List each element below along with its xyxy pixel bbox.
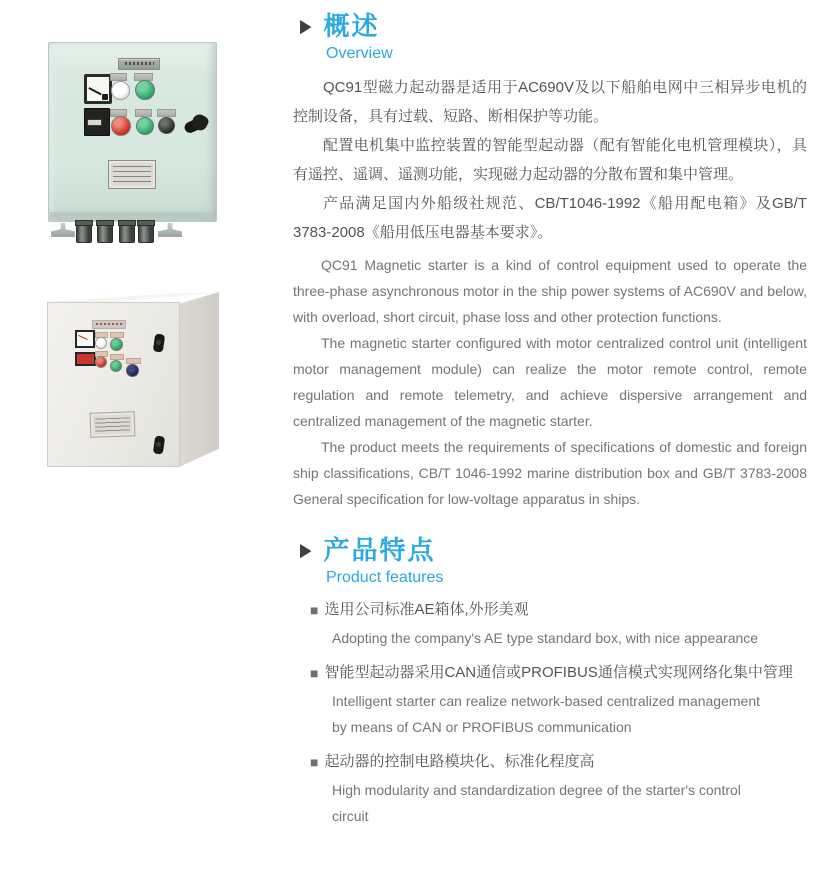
overview-paragraph-en: QC91 Magnetic starter is a kind of control equipment used to operate the three-phase asynchronous motor in the ship power systems of AC690V and below, with overload, short circuit, phase loss and other protection functions. (293, 257, 807, 325)
feature-en-text: High modularity and standardization degree of the starter's control circuit (332, 782, 741, 824)
ammeter-needle (89, 87, 102, 95)
features-header (293, 534, 807, 566)
mounting-foot (158, 223, 182, 237)
overview-title-en: Overview (326, 45, 393, 62)
feature-item (293, 751, 807, 829)
section-marker-icon: ▶ (300, 539, 312, 561)
ammeter-adjuster (102, 94, 108, 100)
cable-gland (76, 222, 92, 243)
feature-item (293, 662, 807, 740)
cable-gland (138, 222, 154, 243)
overview-paragraph-en: The product meets the requirements of specifications of domestic and foreign ship classifications, CB/T 1046-1992 marine distribution box and GB/T 3783-2008 General specification for low-voltage apparatus in ships. (293, 439, 807, 507)
red-warning-label (75, 352, 96, 366)
nameplate (90, 411, 136, 438)
overview-paragraph-zh: QC91型磁力起动器是适用于AC690V及以下船舶电网中三相异步电机的控制设备，具有过载、短路、断相保护等功能。 (293, 79, 807, 125)
stop-button (111, 116, 131, 136)
white-indicator-light (95, 337, 107, 349)
white-indicator-light (111, 81, 130, 100)
overview-paragraph-zh: 产品满足国内外船级社规范、CB/T1046-1992《船用配电箱》及GB/T 3783-2008《船用低压电器基本要求》。 (293, 195, 807, 241)
feature-zh-text: 选用公司标准AE箱体,外形美观 (324, 601, 529, 618)
section-marker-icon: ▶ (300, 15, 312, 37)
feature-bullet-icon: ■ (310, 665, 319, 681)
green-indicator-light (135, 80, 155, 100)
feature-zh-line (293, 599, 807, 621)
enclosure-bottom-edge (50, 212, 213, 219)
panel-title-label (92, 320, 126, 329)
overview-header (293, 10, 807, 42)
cable-gland (119, 222, 135, 243)
start-button (136, 117, 154, 135)
overview-title-zh: 概述 (323, 11, 380, 41)
feature-en-text: Intelligent starter can realize network-based centralized management by means of CAN or PROFIBUS communication (332, 693, 761, 735)
stop-button (95, 356, 107, 368)
feature-zh-text: 智能型起动器采用CAN通信或PROFIBUS通信模式实现网络化集中管理 (324, 664, 793, 681)
button-label (157, 109, 176, 117)
enclosure-side-face (177, 292, 219, 468)
overview-paragraph-en: The magnetic starter configured with motor centralized control unit (intelligent motor management module) can realize the motor remote control, remote regulation and remote telemetry, and achieve dispersive arrangement and centralized management of the magnetic starter. (293, 335, 807, 429)
blue-button (126, 364, 139, 377)
black-button (158, 117, 175, 134)
features-title-zh: 产品特点 (323, 535, 436, 565)
nameplate (108, 160, 156, 189)
feature-item (293, 599, 807, 651)
ammeter (75, 330, 95, 348)
features-title-en: Product features (326, 569, 444, 586)
overview-section (293, 10, 807, 512)
feature-zh-line (293, 751, 807, 773)
starter-control-box-front (48, 42, 220, 247)
features-section (293, 534, 807, 829)
feature-zh-line (293, 662, 807, 684)
cable-gland (97, 222, 113, 243)
feature-bullet-icon: ■ (310, 754, 319, 770)
starter-control-box-perspective (45, 290, 223, 485)
ammeter (84, 74, 112, 104)
mounting-foot (51, 223, 75, 237)
panel-title-label (118, 58, 160, 70)
circuit-breaker (84, 108, 110, 136)
feature-zh-text: 起动器的控制电路模块化、标准化程度高 (324, 753, 595, 770)
green-indicator-light (110, 338, 123, 351)
button-label (135, 109, 152, 117)
feature-bullet-icon: ■ (310, 602, 319, 618)
feature-en-text: Adopting the company's AE type standard box, with nice appearance (332, 630, 759, 646)
content-column (293, 10, 807, 829)
button-label (110, 73, 127, 81)
overview-paragraph-zh: 配置电机集中监控装置的智能型起动器（配有智能化电机管理模块），具有遥控、遥调、遥测功能，实现磁力起动器的分散布置和集中管理。 (293, 137, 807, 183)
start-button (110, 360, 122, 372)
